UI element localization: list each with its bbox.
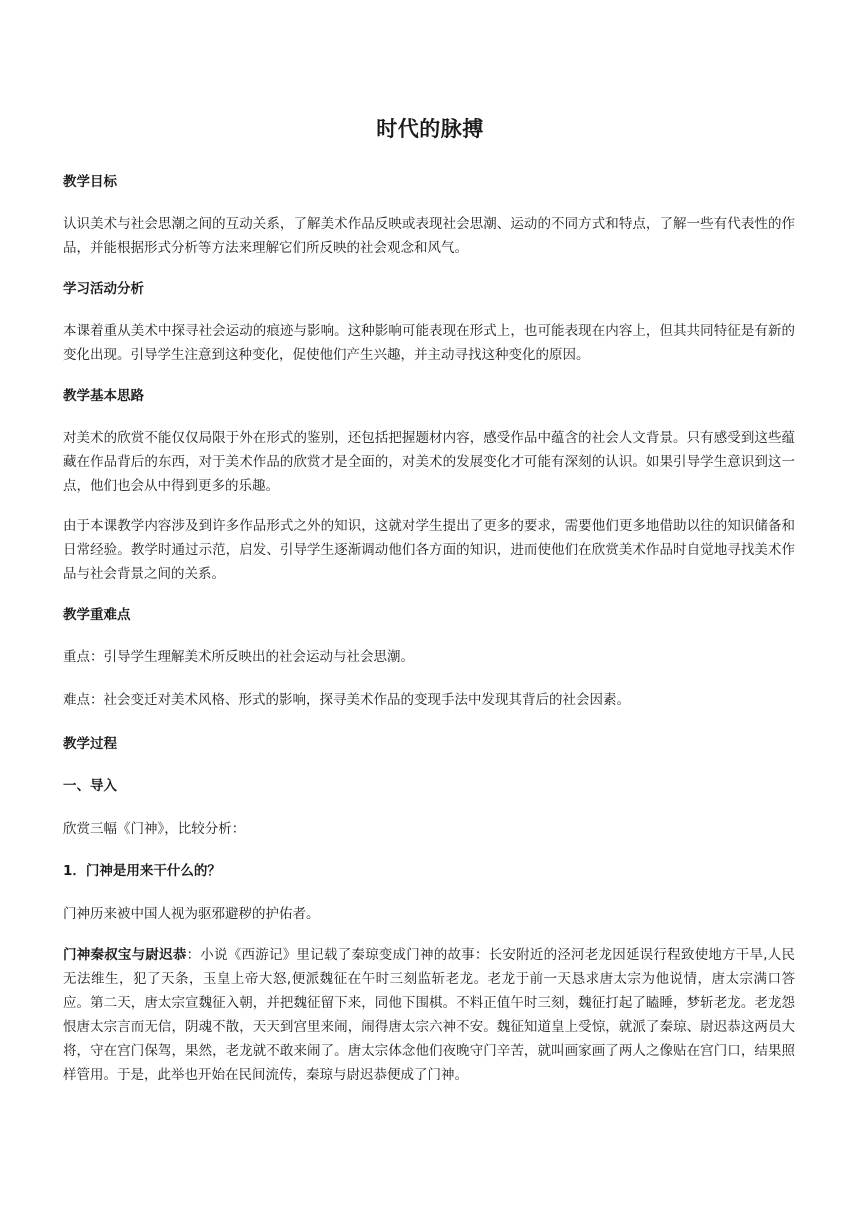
goal-paragraph: 认识美术与社会思潮之间的互动关系，了解美术作品反映或表现社会思潮、运动的不同方式和特点，了解一些有代表性的作品，并能根据形式分析等方法来理解它们所反映的社会观念和风气。 <box>63 216 795 256</box>
key-point: 重点：引导学生理解美术所反映出的社会运动与社会思潮。 <box>63 649 414 665</box>
activity-paragraph: 本课着重从美术中探寻社会运动的痕迹与影响。这种影响可能表现在形式上，也可能表现在内容上，但其共同特征是有新的变化出现。引导学生注意到这种变化，促使他们产生兴趣，并主动寻找这种变化的原因。 <box>63 323 795 363</box>
difficulty-heading: 教学重难点 <box>63 607 131 623</box>
intro-heading: 一、导入 <box>63 778 117 794</box>
process-heading: 教学过程 <box>63 736 117 752</box>
story-paragraph <box>63 943 795 1087</box>
question-1-heading: 1．门神是用来干什么的？ <box>63 863 221 879</box>
activity-heading: 学习活动分析 <box>63 281 144 297</box>
goal-heading: 教学目标 <box>63 174 117 190</box>
intro-paragraph: 欣赏三幅《门神》，比较分析： <box>63 821 246 837</box>
story-lead: 门神秦叔宝与尉迟恭 <box>63 947 187 963</box>
idea-paragraph-1: 对美术的欣赏不能仅仅局限于外在形式的鉴别，还包括把握题材内容，感受作品中蕴含的社会人文背景。只有感受到这些蕴藏在作品背后的东西，对于美术作品的欣赏才是全面的，对美术的发展变化才可能有深刻的认识。如果引导学生意识到这一点，他们也会从中得到更多的乐趣。 <box>63 430 795 494</box>
idea-heading: 教学基本思路 <box>63 388 144 404</box>
question-1-answer: 门神历来被中国人视为驱邪避秽的护佑者。 <box>63 906 320 922</box>
hard-point: 难点：社会变迁对美术风格、形式的影响，探寻美术作品的变现手法中发现其背后的社会因素。 <box>63 692 630 708</box>
page-title: 时代的脉搏 <box>376 117 484 141</box>
idea-paragraph-2: 由于本课教学内容涉及到许多作品形式之外的知识，这就对学生提出了更多的要求，需要他们更多地借助以往的知识储备和日常经验。教学时通过示范，启发、引导学生逐渐调动他们各方面的知识，进而使他们在欣赏美术作品时自觉地寻找美术作品与社会背景之间的关系。 <box>63 518 795 582</box>
story-text: ：小说《西游记》里记载了秦琼变成门神的故事：长安附近的泾河老龙因延误行程致使地方干旱,人民无法维生，犯了天条，玉皇上帝大怒,便派魏征在午时三刻监斩老龙。老龙于前一天恳求唐太宗为他说情，唐太宗满口答应。第二天，唐太宗宣魏征入朝，并把魏征留下来，同他下围棋。不料正值午时三刻，魏征打起了瞌睡，梦斩老龙。老龙怨恨唐太宗言而无信，阴魂不散，天天到宫里来闹，闹得唐太宗六神不安。魏征知道皇上受惊，就派了秦琼、尉迟恭这两员大将，守在宫门保驾，果然，老龙就不敢来闹了。唐太宗体念他们夜晚守门辛苦，就叫画家画了两人之像贴在宫门口，结果照样管用。于是，此举也开始在民间流传，秦琼与尉迟恭便成了门神。 <box>63 947 795 1083</box>
